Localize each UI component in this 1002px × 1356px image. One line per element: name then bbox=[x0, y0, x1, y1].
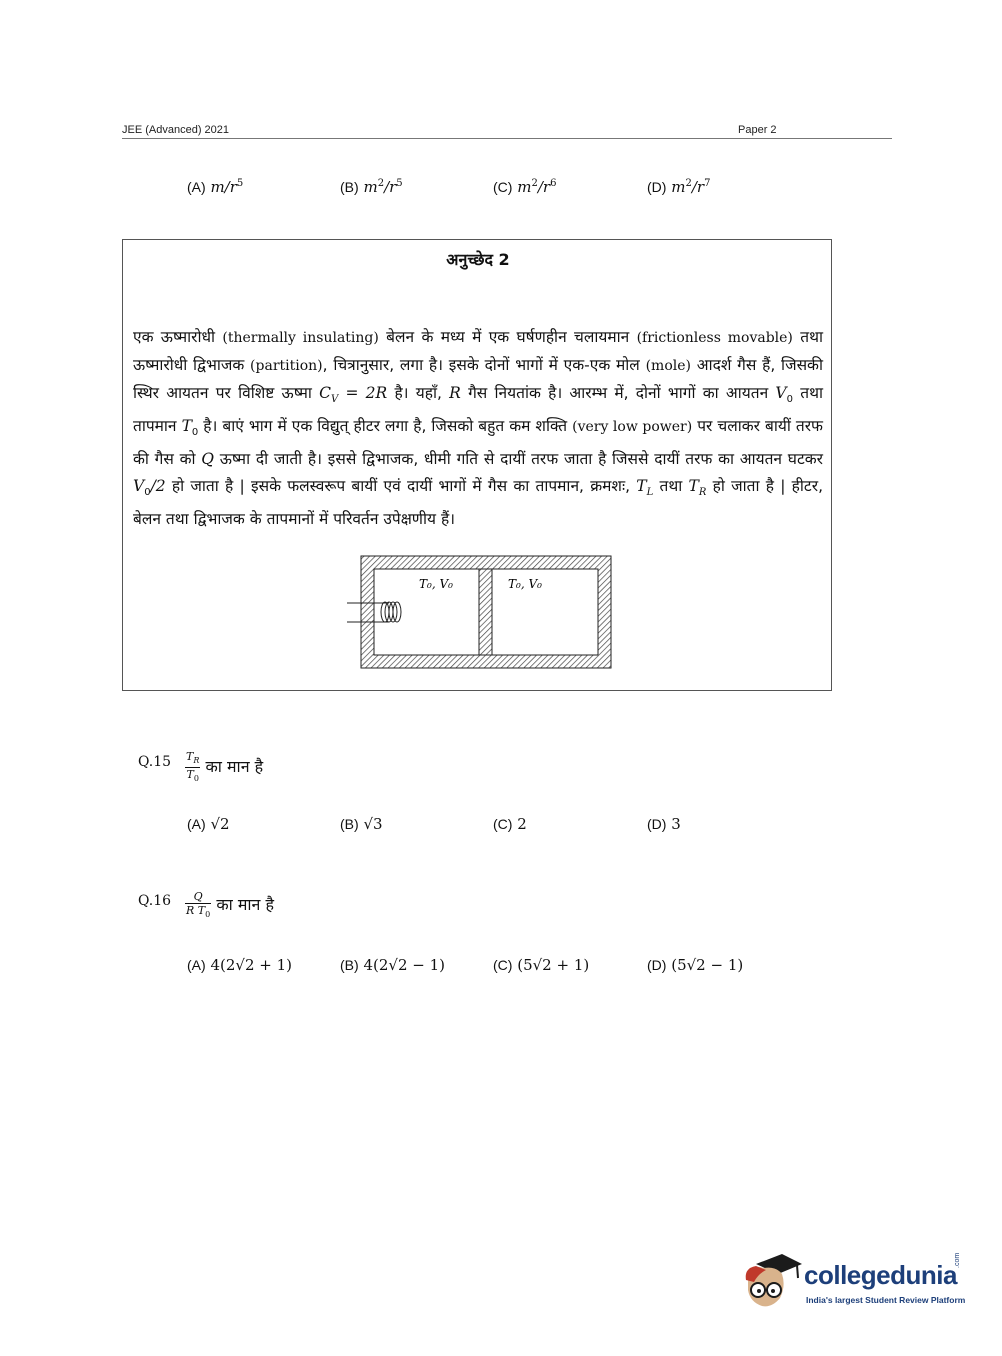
q15-fraction: $\frac{T_R}{T_0}$ bbox=[186, 750, 200, 784]
q16-option-d[interactable]: (D) (5√2 − 1) bbox=[647, 956, 744, 974]
cylinder-diagram bbox=[343, 554, 615, 672]
q16-option-c[interactable]: (C) (5√2 + 1) bbox=[493, 956, 590, 974]
right-chamber-label: T₀, V₀ bbox=[508, 577, 542, 591]
q16-option-a[interactable]: (A) 4(2√2 + 1) bbox=[187, 956, 292, 974]
prev-option-a: (A) $m/r^5$ bbox=[187, 178, 244, 196]
logo-suffix: .com bbox=[954, 1252, 961, 1268]
q15-stem: $\frac{T_R}{T_0}$ का मान है bbox=[186, 750, 264, 784]
mascot-icon bbox=[742, 1252, 804, 1316]
left-chamber-label: T₀, V₀ bbox=[419, 577, 453, 591]
prev-option-c: (C) $m^2/r^6$ bbox=[493, 178, 557, 196]
collegedunia-logo[interactable] bbox=[742, 1252, 972, 1318]
passage-box bbox=[122, 239, 832, 691]
logo-tagline: India's largest Student Review Platform bbox=[806, 1295, 966, 1305]
header-exam-name: JEE (Advanced) 2021 bbox=[122, 124, 230, 136]
q15-option-b[interactable]: (B) √3 bbox=[340, 815, 383, 833]
q16-fraction: $\frac{Q}{R T_0}$ bbox=[186, 890, 211, 920]
q15-option-c[interactable]: (C) 2 bbox=[493, 815, 527, 833]
q15-option-d[interactable]: (D) 3 bbox=[647, 815, 681, 833]
q16-stem: $\frac{Q}{R T_0}$ का मान है bbox=[186, 890, 275, 920]
logo-name: collegedunia bbox=[804, 1260, 957, 1290]
q16-option-b[interactable]: (B) 4(2√2 − 1) bbox=[340, 956, 445, 974]
passage-title: अनुच्छेद 2 bbox=[446, 250, 510, 269]
q15-number: Q.15 bbox=[138, 754, 172, 770]
q15-option-a[interactable]: (A) √2 bbox=[187, 815, 230, 833]
partition bbox=[479, 569, 492, 655]
prev-option-d: (D) $m^2/r^7$ bbox=[647, 178, 711, 196]
q16-number: Q.16 bbox=[138, 893, 172, 909]
header-paper-number: Paper 2 bbox=[738, 124, 777, 136]
prev-option-b: (B) $m^2/r^5$ bbox=[340, 178, 403, 196]
passage-text: एक ऊष्मारोधी (thermally insulating) बेलन के मध्य में एक घर्षणहीन चलायमान (frictionless movable) तथा ऊष्मारोधी द्विभाजक (partition), चित्रानुसार, लगा है। इसके दोनों भागों में एक-एक मोल (mole) आदर्श गैस हैं, जिसकी स्थिर आयतन पर विशिष्ट ऊष्मा $C_V = 2R$ है। यहाँ, R गैस नियतांक है। आरम्भ में, दोनों भागों का आयतन $V_0$ तथा तापमान $T_0$ है। बाएं भाग में एक विद्युत् हीटर लगा है, जिसको बहुत कम शक्ति (very low power) पर चलाकर बायीं तरफ की गैस को Q ऊष्मा दी जाती है। इससे द्विभाजक, धीमी गति से दायीं तरफ जाता है जिससे दायीं तरफ का आयतन घटकर $V_0/2$ हो जाता है | इसके फलस्वरूप बायीं एवं दायीं भागों में गैस का तापमान, क्रमशः, $T_L$ तथा $T_R$ हो जाता है | हीटर, बेलन तथा द्विभाजक के तापमानों में परिवर्तन उपेक्षणीय हैं। bbox=[133, 328, 824, 529]
header-rule bbox=[122, 138, 892, 139]
